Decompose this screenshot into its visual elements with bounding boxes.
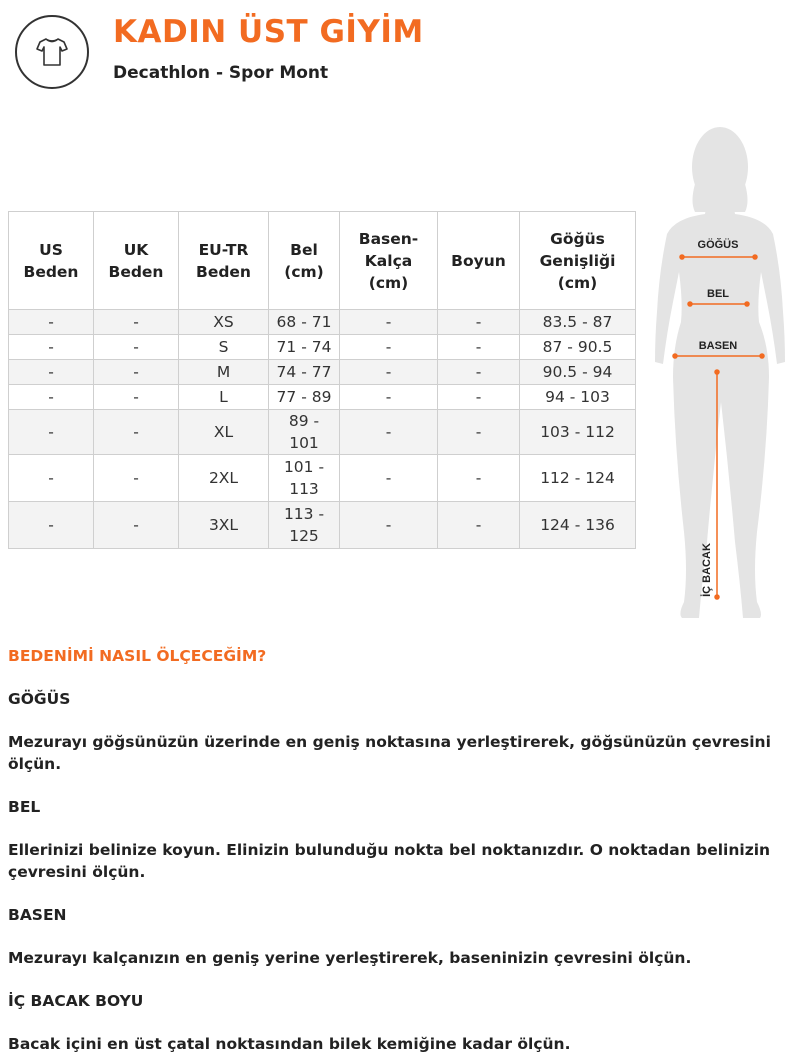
table-row: - - XS 68 - 71 - - 83.5 - 87 [9,310,636,335]
guide-text-basen: Mezurayı kalçanızın en geniş yerine yerleştirerek, baseninizin çevresini ölçün. [8,949,692,967]
page-title: KADIN ÜST GİYİM [113,14,424,50]
female-silhouette [655,127,785,618]
col-bel-header: Bel (cm) [269,212,340,310]
table-row: - - M 74 - 77 - - 90.5 - 94 [9,360,636,385]
col-boyun-header: Boyun [438,212,520,310]
size-table [8,211,636,549]
guide-heading: BEDENİMİ NASIL ÖLÇECEĞİM? [8,647,267,665]
col-uk-header: UK Beden [94,212,179,310]
table-header-row [9,212,636,310]
table-row: - - 2XL 101 - 113 - - 112 - 124 [9,455,636,502]
col-us-header: US Beden [9,212,94,310]
table-row: - - XL 89 - 101 - - 103 - 112 [9,410,636,455]
table-row: - - L 77 - 89 - - 94 - 103 [9,385,636,410]
tshirt-icon [15,15,89,89]
guide-label-basen: BASEN [8,906,67,924]
guide-label-gogus: GÖĞÜS [8,690,71,708]
basen-label: BASEN [698,340,738,352]
body-measurement-figure [645,122,795,622]
bel-label: BEL [707,288,729,300]
col-eu-header: EU-TR Beden [179,212,269,310]
measurement-guide [8,645,792,1055]
guide-text-ic-bacak: Bacak içini en üst çatal noktasından bilek kemiğine kadar ölçün. [8,1035,571,1053]
guide-label-ic-bacak: İÇ BACAK BOYU [8,992,144,1010]
table-row: - - 3XL 113 - 125 - - 124 - 136 [9,502,636,549]
gogus-label: GÖĞÜS [697,239,739,251]
guide-text-gogus: Mezurayı göğsünüzün üzerinde en geniş noktasına yerleştirerek, göğsünüzün çevresini ölçün. [8,733,771,773]
guide-label-bel: BEL [8,798,41,816]
table-row: - - S 71 - 74 - - 87 - 90.5 [9,335,636,360]
col-gogus-header: Göğüs Genişliği (cm) [520,212,636,310]
page-subtitle: Decathlon - Spor Mont [113,63,329,83]
col-basen-header: Basen- Kalça (cm) [340,212,438,310]
guide-text-bel: Ellerinizi belinize koyun. Elinizin bulunduğu nokta bel noktanızdır. O noktadan belinizin çevresini ölçün. [8,841,771,881]
ic-bacak-label: İÇ BACAK [701,543,713,597]
